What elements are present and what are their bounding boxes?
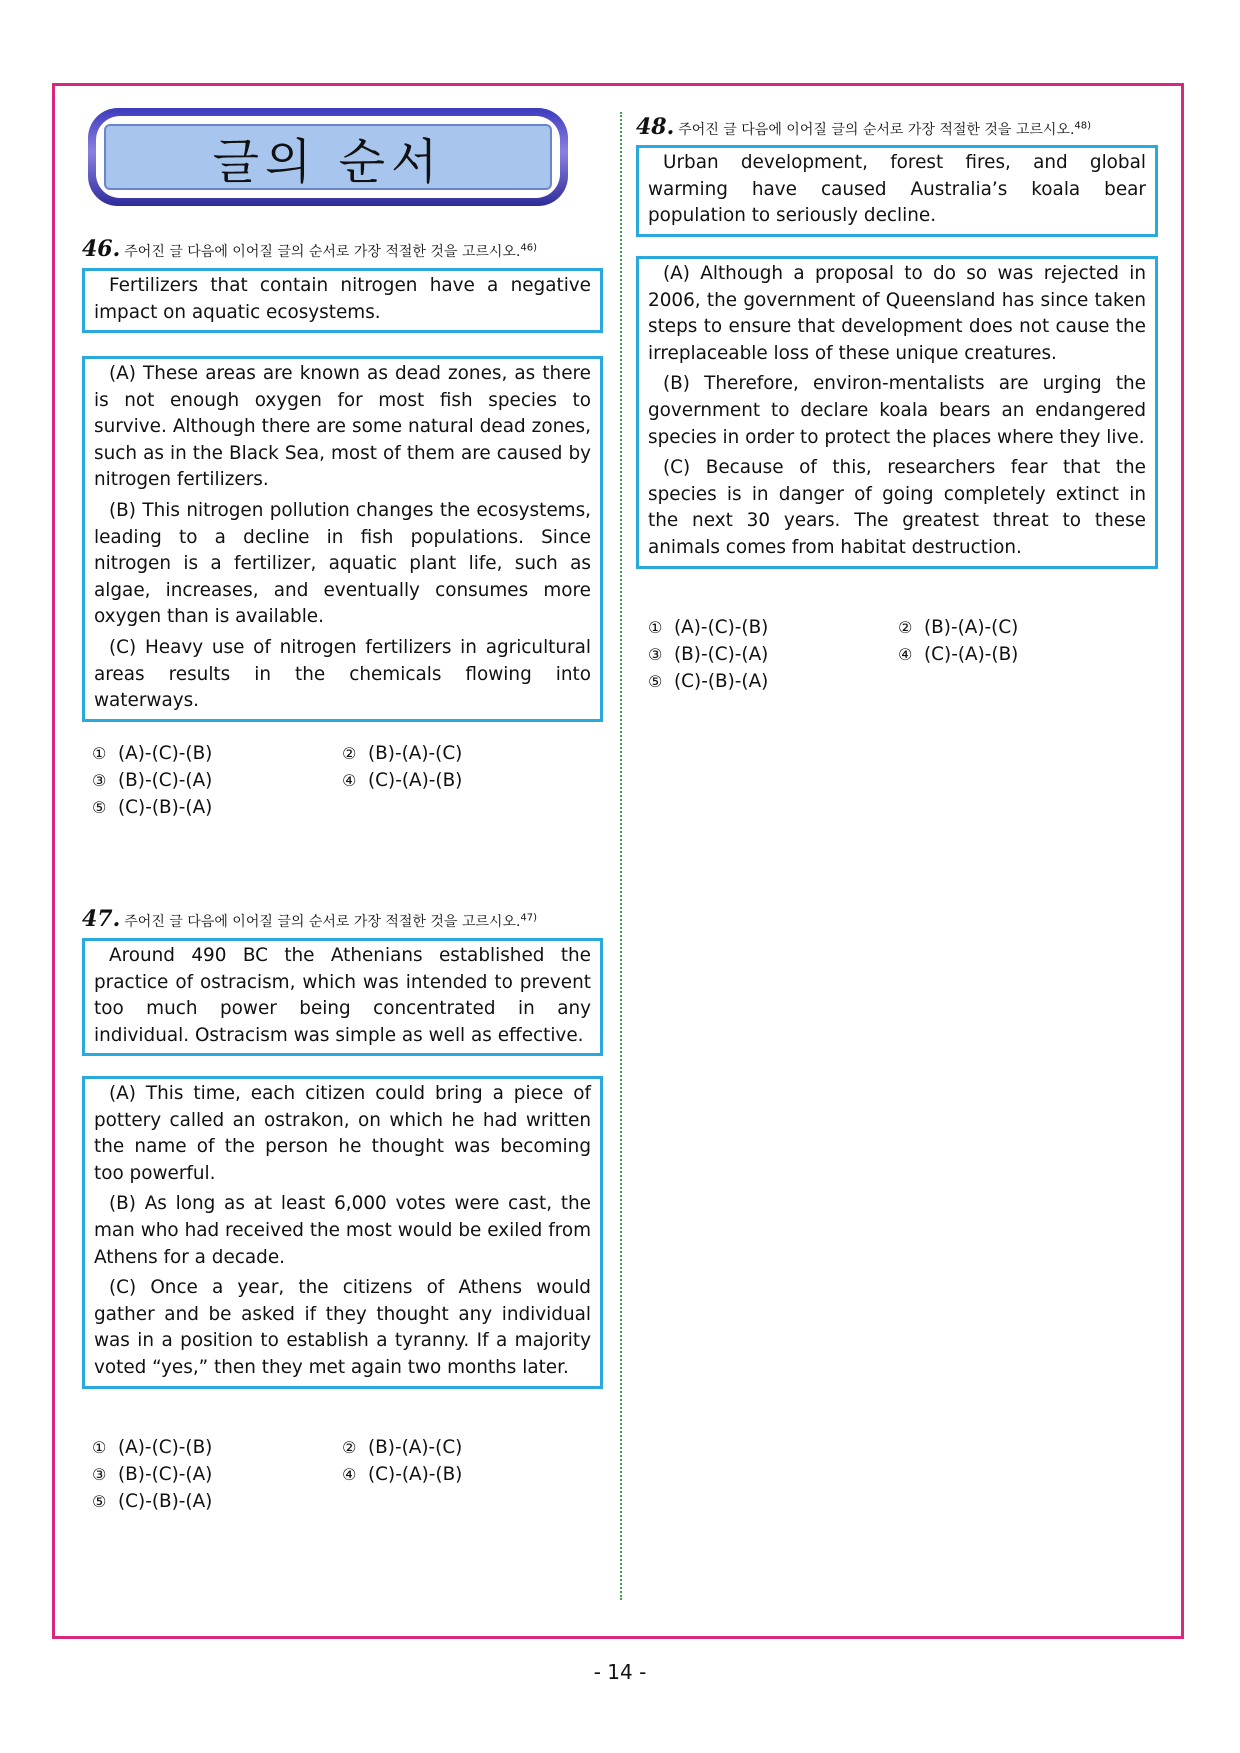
choice-text: (C)-(B)-(A) (674, 671, 769, 692)
question-number: 46. (82, 236, 121, 262)
passage-part-c: (C) Because of this, researchers fear that the species is in danger of going completely extinct in the next 30 years. The greatest threat to these animals comes from habitat destruction. (648, 457, 1146, 558)
choice-text: (C)-(A)-(B) (924, 644, 1019, 665)
question-46-header (82, 236, 537, 262)
choice-marker: ② (342, 1438, 357, 1457)
choice-marker: ② (342, 744, 357, 763)
choice-3[interactable] (648, 641, 768, 669)
choice-4[interactable] (898, 641, 1018, 669)
choice-text: (B)-(C)-(A) (118, 1464, 213, 1485)
choice-marker: ② (898, 618, 913, 637)
choice-marker: ① (92, 744, 107, 763)
question-number: 47. (82, 906, 121, 932)
section-title: 글의 순서 (104, 124, 552, 190)
column-divider (620, 112, 622, 1600)
passage-part-c: (C) Heavy use of nitrogen fertilizers in agricultural areas results in the chemicals flowing into waterways. (94, 636, 591, 712)
question-48-given-box (636, 145, 1158, 237)
choice-marker: ④ (342, 1465, 357, 1484)
choice-2[interactable] (342, 1434, 462, 1462)
question-48-header (636, 114, 1091, 140)
choice-1[interactable] (92, 740, 212, 768)
given-text: Around 490 BC the Athenians established the practice of ostracism, which was intended to prevent too much power being concentrated in any individual. Ostracism was simple as well as effective. (94, 945, 591, 1046)
question-instruction: 주어진 글 다음에 이어질 글의 순서로 가장 적절한 것을 고르시오. (124, 244, 521, 260)
question-46-given-box (82, 268, 603, 333)
choice-1[interactable] (92, 1434, 212, 1462)
choice-2[interactable] (342, 740, 462, 768)
choice-text: (A)-(C)-(B) (118, 1437, 213, 1458)
choice-text: (B)-(C)-(A) (118, 770, 213, 791)
question-47-given-box (82, 938, 603, 1056)
choice-5[interactable] (648, 668, 768, 696)
choice-2[interactable] (898, 614, 1018, 642)
choice-marker: ③ (648, 645, 663, 664)
choice-text: (B)-(C)-(A) (674, 644, 769, 665)
choice-text: (B)-(A)-(C) (368, 743, 463, 764)
passage-part-a: (A) These areas are known as dead zones, as there is not enough oxygen for most fish species to survive. Although there are some natural dead zones, such as in the Black Sea, most of them are caused by nitrogen fertilizers. (94, 363, 591, 491)
choice-text: (C)-(A)-(B) (368, 1464, 463, 1485)
question-47-passage-box (82, 1076, 603, 1389)
given-text: Fertilizers that contain nitrogen have a negative impact on aquatic ecosystems. (94, 275, 591, 323)
choice-text: (A)-(C)-(B) (674, 617, 769, 638)
choice-text: (A)-(C)-(B) (118, 743, 213, 764)
question-46-passage-box (82, 356, 603, 722)
choice-1[interactable] (648, 614, 768, 642)
section-title-frame (96, 116, 560, 198)
choice-5[interactable] (92, 1488, 212, 1516)
question-instruction: 주어진 글 다음에 이어질 글의 순서로 가장 적절한 것을 고르시오. (678, 122, 1075, 138)
choice-marker: ⑤ (648, 672, 663, 691)
choice-text: (C)-(A)-(B) (368, 770, 463, 791)
passage-part-b: (B) This nitrogen pollution changes the ecosystems, leading to a decline in fish populations. Since nitrogen is a fertilizer, aquatic plant life, such as algae, increases, and eventually consumes more oxygen than is available. (94, 499, 591, 628)
choice-marker: ⑤ (92, 798, 107, 817)
given-text: Urban development, forest fires, and global warming have caused Australia’s koala bear population to seriously decline. (648, 152, 1146, 227)
choice-4[interactable] (342, 1461, 462, 1489)
choice-4[interactable] (342, 767, 462, 795)
choice-marker: ① (92, 1438, 107, 1457)
page-number: - 14 - (593, 1660, 647, 1684)
choice-3[interactable] (92, 1461, 212, 1489)
choice-5[interactable] (92, 794, 212, 822)
choice-text: (B)-(A)-(C) (924, 617, 1019, 638)
choice-marker: ④ (342, 771, 357, 790)
section-title-banner (88, 108, 568, 206)
footnote-mark: 48) (1074, 120, 1092, 132)
choice-text: (C)-(B)-(A) (118, 797, 213, 818)
choice-marker: ⑤ (92, 1492, 107, 1511)
choice-marker: ① (648, 618, 663, 637)
passage-part-c: (C) Once a year, the citizens of Athens would gather and be asked if they thought any individual was in a position to establish a tyranny. If a majority voted “yes,” then they met again two months later. (94, 1277, 591, 1378)
question-instruction: 주어진 글 다음에 이어질 글의 순서로 가장 적절한 것을 고르시오. (124, 914, 521, 930)
footnote-mark: 47) (520, 912, 538, 924)
choice-marker: ④ (898, 645, 913, 664)
question-number: 48. (636, 114, 675, 140)
passage-part-b: (B) As long as at least 6,000 votes were cast, the man who had received the most would be exiled from Athens for a decade. (94, 1193, 591, 1268)
passage-part-a: (A) Although a proposal to do so was rejected in 2006, the government of Queensland has since taken steps to ensure that development does not cause the irreplaceable loss of these unique creatures. (648, 263, 1146, 364)
passage-part-a: (A) This time, each citizen could bring a piece of pottery called an ostrakon, on which he had written the name of the person he thought was becoming too powerful. (94, 1083, 591, 1184)
choice-marker: ③ (92, 771, 107, 790)
footnote-mark: 46) (520, 242, 538, 254)
passage-part-b: (B) Therefore, environ-mentalists are urging the government to declare koala bears an endangered species in order to protect the places where they live. (648, 373, 1146, 448)
choice-text: (B)-(A)-(C) (368, 1437, 463, 1458)
choice-marker: ③ (92, 1465, 107, 1484)
question-47-header (82, 906, 537, 932)
choice-text: (C)-(B)-(A) (118, 1491, 213, 1512)
choice-3[interactable] (92, 767, 212, 795)
question-48-passage-box (636, 256, 1158, 569)
